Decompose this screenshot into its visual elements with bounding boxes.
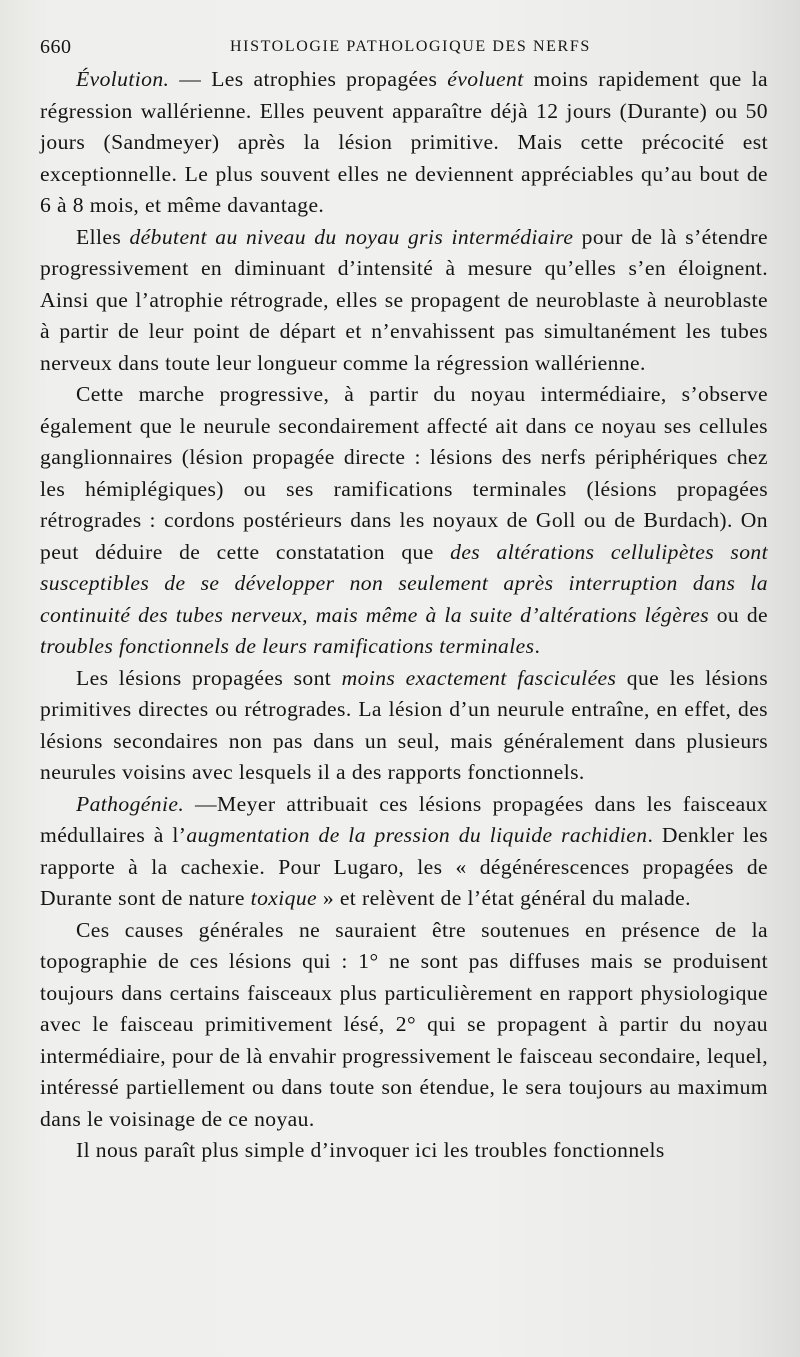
paragraph-troubles-fonctionnels: Il nous paraît plus simple d’invoquer ici les troubles fonctionnels [76, 1138, 665, 1162]
section-lead-pathogenie: Pathogénie. [76, 791, 185, 816]
page-header [40, 30, 768, 64]
text-run: ou de [709, 602, 768, 627]
text-run: . Denkler les rapporte à la cachexie. Pour Lugaro, les « dégénérescences propagées de Durante sont de nature [40, 823, 769, 910]
text-run: — Les atrophies propagées [169, 67, 448, 91]
text-run: Les lésions propagées sont [76, 665, 342, 690]
emphasis-run: moins exactement fasciculées [341, 665, 617, 690]
paragraph-pathogenie [40, 789, 768, 915]
text-run: Elles [76, 224, 130, 249]
page-number: 660 [40, 36, 72, 58]
paragraph-evolution [40, 64, 768, 222]
section-lead-evolution: Évolution. [76, 67, 170, 91]
paragraph-marche-progressive [40, 379, 768, 663]
emphasis-run: débutent au niveau du noyau gris intermédiaire [129, 224, 574, 249]
emphasis-run: évoluent [447, 67, 524, 91]
text-run: moins rapidement que la régression wallérienne. Elles peuvent apparaître déjà 12 jours (Durante) ou 50 jours (Sandmeyer) après la lésion primitive. Mais cette précocité est exceptionnelle. Le plus souvent elles ne deviennent appréciables qu’au bout de 6 à 8 mois, et même davantage. [40, 67, 768, 217]
body-text [40, 64, 768, 1167]
paragraph-fasciculees [40, 663, 768, 789]
text-run: pour de là s’étendre progressivement en diminuant d’intensité à mesure qu’elles s’en éloignent. Ainsi que l’atrophie rétrograde, elles se propagent de neuroblaste à neuroblaste à partir de leur point de départ et n’envahissent pas simultanément les tubes nerveux dans toute leur longueur comme la régression wallérienne. [40, 224, 768, 375]
emphasis-run: toxique [250, 886, 318, 910]
text-run: que les lésions primitives directes ou rétrogrades. La lésion d’un neurule entraîne, en effet, des lésions secondaires non pas dans un seul, mais généralement dans plusieurs neurules voisins avec lesquels il a des rapports fonctionnels. [40, 665, 769, 784]
paragraph-causes-generales: Ces causes générales ne sauraient être soutenues en présence de la topographie de ces lésions qui : 1° ne sont pas diffuses mais se produisent toujours dans certains faisceaux plus particulièrement en rapport physiologique avec le faisceau primitivement lésé, 2° qui se propagent à partir du noyau intermédiaire, pour de là envahir progressivement le faisceau secondaire, lequel, intéressé partiellement ou dans toute son étendue, le sera toujours au maximum dans le voisinage de ce noyau. [40, 917, 768, 1131]
text-run: Cette marche progressive, à partir du noyau intermédiaire, s’observe également que le neurule secondairement affecté ait dans ce noyau ses cellules ganglionnaires (lésion propagée directe : lésions des nerfs périphériques chez les hémiplégiques) ou ses ramifications terminales (lésions propagées rétrogrades : cordons postérieurs dans les noyaux de Goll ou de Burdach). On peut déduire de cette constatation que [40, 382, 768, 564]
text-run: » et relèvent de l’état général du malade. [317, 886, 691, 910]
text-run: . [534, 634, 541, 658]
text-run: —Meyer attribuait ces lésions propagées dans les faisceaux médullaires à l’ [40, 791, 768, 847]
running-title: HISTOLOGIE PATHOLOGIQUE DES NERFS [230, 38, 591, 55]
emphasis-run: augmentation de la pression du liquide rachidien [186, 823, 648, 847]
emphasis-run: des altérations cellulipètes sont susceptibles de se développer non seulement après interruption dans la continuité des tubes nerveux, mais même à la suite d’altérations légères [40, 539, 768, 627]
emphasis-run: troubles fonctionnels de leurs ramifications terminales [40, 634, 535, 658]
paragraph-debut [40, 222, 768, 380]
